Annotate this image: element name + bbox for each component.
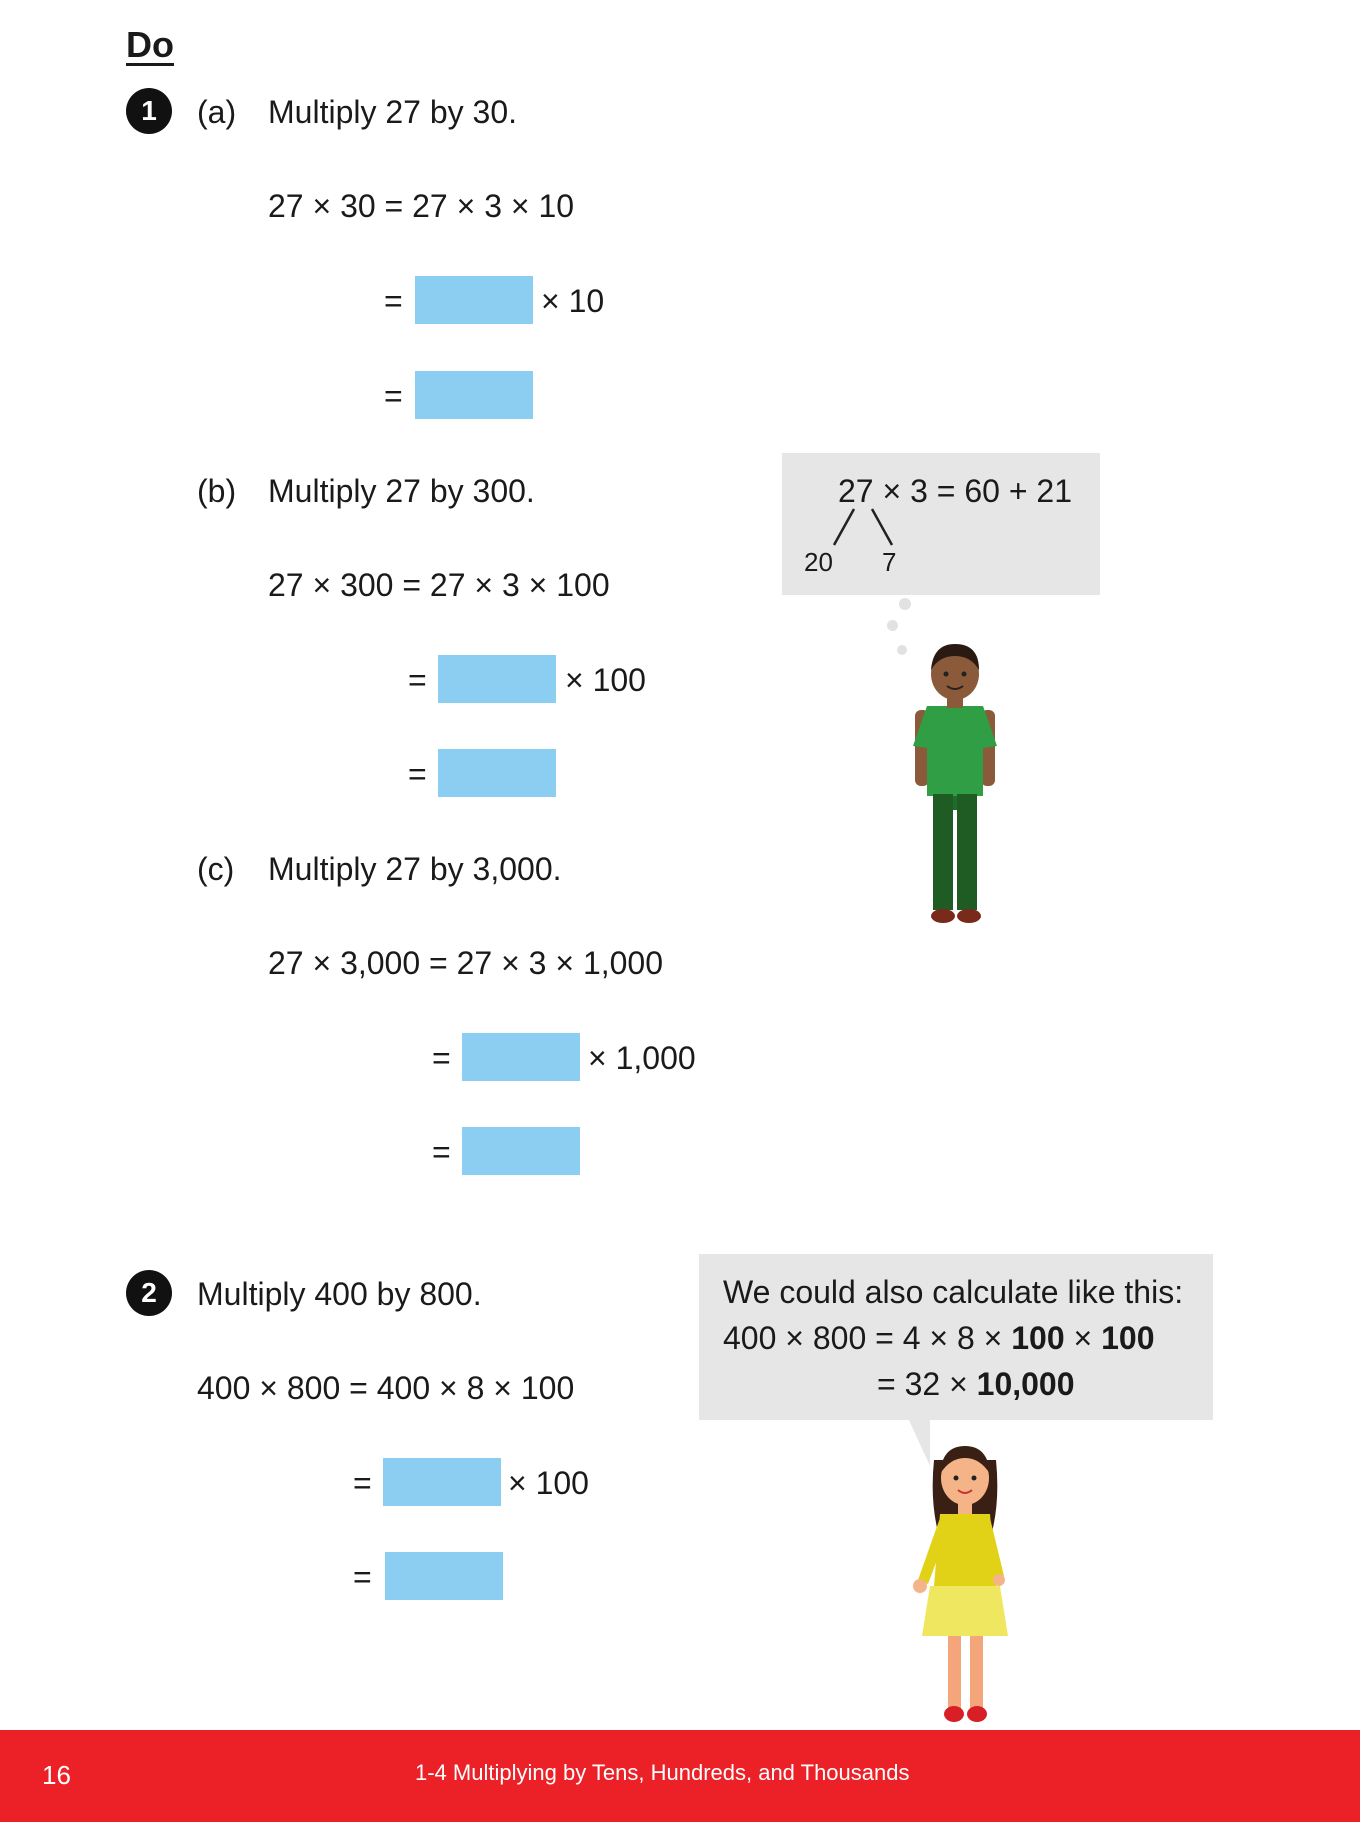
part-c-answer-box-2[interactable] <box>462 1127 580 1175</box>
part-a-equation: 27 × 30 = 27 × 3 × 10 <box>268 188 575 224</box>
part-b-times: × 100 <box>565 662 646 698</box>
section-title: Do <box>126 24 174 65</box>
question-2-prompt: Multiply 400 by 800. <box>197 1276 482 1312</box>
part-b-answer-box-1[interactable] <box>438 655 556 703</box>
thought-bubble <box>782 453 1100 595</box>
part-a-answer-box-2[interactable] <box>415 371 533 419</box>
part-a-equals-1: = <box>384 283 403 319</box>
chapter-title: 1-4 Multiplying by Tens, Hundreds, and Thousands <box>415 1760 910 1785</box>
question-1-number: 1 <box>126 88 172 134</box>
speech-line-3: = 32 × 10,000 <box>877 1366 1075 1402</box>
question-2-equals-2: = <box>353 1559 372 1595</box>
part-a-prompt: Multiply 27 by 30. <box>268 94 518 130</box>
part-c-label: (c) <box>197 851 235 887</box>
hint-part-20: 20 <box>804 547 833 577</box>
part-b-equals-1: = <box>408 662 427 698</box>
part-b-answer-box-2[interactable] <box>438 749 556 797</box>
speech-bubble <box>699 1254 1213 1420</box>
page-number: 16 <box>42 1760 71 1790</box>
thought-dot-1 <box>899 598 911 610</box>
part-b-prompt: Multiply 27 by 300. <box>268 473 535 509</box>
speech-line-1: We could also calculate like this: <box>723 1274 1184 1310</box>
part-a-label: (a) <box>197 94 237 130</box>
part-b-equation: 27 × 300 = 27 × 3 × 100 <box>268 567 610 603</box>
part-c-times: × 1,000 <box>588 1040 696 1076</box>
speech-line-2: 400 × 800 = 4 × 8 × 100 × 100 <box>723 1320 1155 1356</box>
part-c-equals-2: = <box>432 1134 451 1170</box>
part-c-answer-box-1[interactable] <box>462 1033 580 1081</box>
question-2-times: × 100 <box>508 1465 589 1501</box>
part-b-label: (b) <box>197 473 237 509</box>
hint-part-7: 7 <box>882 547 897 577</box>
part-b-equals-2: = <box>408 756 427 792</box>
question-2-answer-box-1[interactable] <box>383 1458 501 1506</box>
question-2-equation: 400 × 800 = 400 × 8 × 100 <box>197 1370 575 1406</box>
part-a-times: × 10 <box>541 283 605 319</box>
part-c-equation: 27 × 3,000 = 27 × 3 × 1,000 <box>268 945 664 981</box>
thought-dot-2 <box>887 620 898 631</box>
hint-equation: 27 × 3 = 60 + 21 <box>838 473 1072 509</box>
part-c-prompt: Multiply 27 by 3,000. <box>268 851 562 887</box>
question-2-number: 2 <box>126 1270 172 1316</box>
part-a-equals-2: = <box>384 378 403 414</box>
boy-illustration <box>905 636 1005 926</box>
part-c-equals-1: = <box>432 1040 451 1076</box>
split-lines <box>822 507 912 557</box>
part-a-answer-box-1[interactable] <box>415 276 533 324</box>
question-2-answer-box-2[interactable] <box>385 1552 503 1600</box>
girl-illustration <box>900 1440 1030 1732</box>
question-2-equals-1: = <box>353 1465 372 1501</box>
